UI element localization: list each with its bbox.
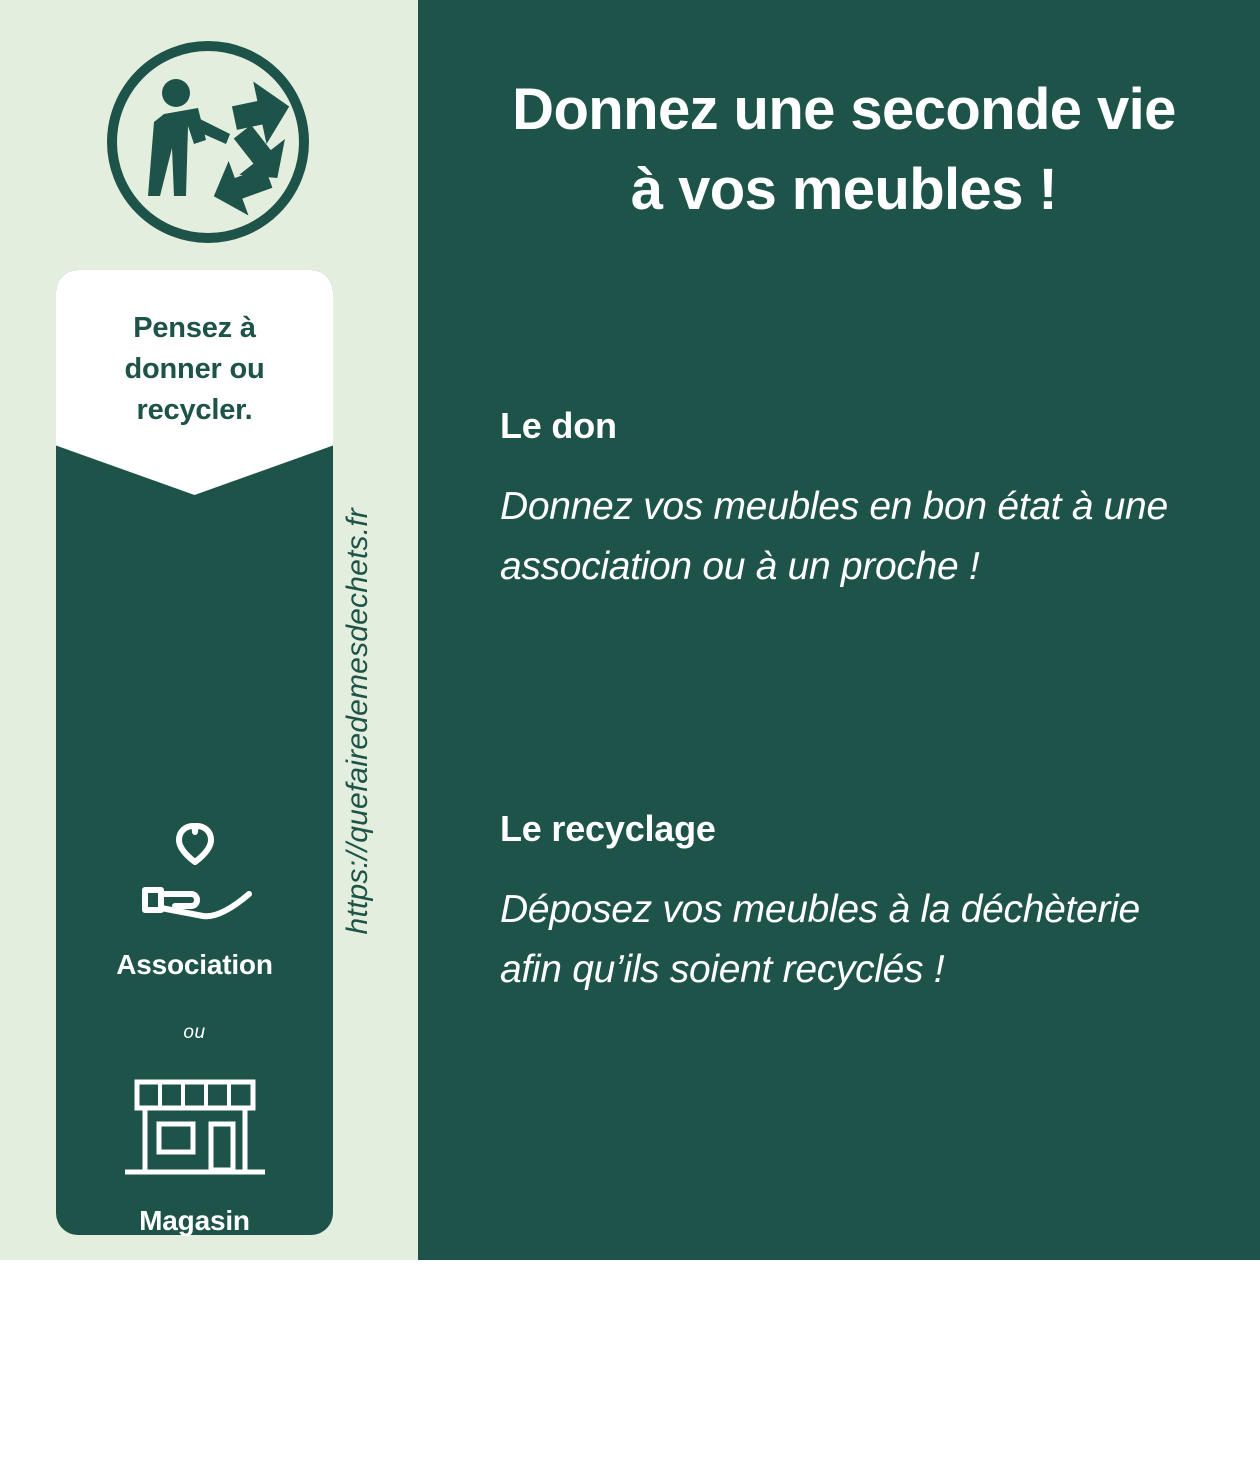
section-title-le-recyclage: Le recyclage: [500, 808, 716, 849]
section-le-recyclage: [500, 808, 1210, 1001]
website-url[interactable]: https://quefairedemesdechets.fr: [341, 508, 374, 935]
step-association: [56, 818, 333, 981]
recycling-center-icon: [56, 1308, 333, 1435]
hand-heart-icon: [56, 818, 333, 935]
page-title: [458, 70, 1230, 230]
shop-icon: [56, 1070, 333, 1191]
advice-line-1: Pensez à: [133, 312, 256, 344]
headline-line-1: Donnez une seconde vie: [512, 77, 1176, 142]
section-body-le-recyclage: Déposez vos meubles à la déchèterie afin qu’ils soient recyclés !: [500, 888, 1140, 992]
connector-2: ou: [183, 1264, 206, 1285]
section-le-don: [500, 405, 1210, 598]
step-dechterie: [56, 1308, 333, 1481]
advice-banner-text: [56, 308, 333, 432]
step-label-association: Association: [116, 949, 273, 980]
section-body-le-don: Donnez vos meubles en bon état à une association ou à un proche !: [500, 485, 1168, 589]
recycling-person-logo: [102, 36, 314, 248]
step-label-dechterie: Déchèterie: [123, 1449, 266, 1480]
section-title-le-don: Le don: [500, 405, 617, 446]
connector-1: ou: [183, 1022, 206, 1043]
headline-line-2: à vos meubles !: [630, 157, 1058, 223]
advice-line-2: donner ou: [124, 353, 265, 386]
step-label-magasin: Magasin: [139, 1205, 250, 1236]
step-magasin: [56, 1070, 333, 1237]
steps-card: [56, 270, 333, 1480]
advice-line-3: recycler.: [136, 394, 253, 427]
